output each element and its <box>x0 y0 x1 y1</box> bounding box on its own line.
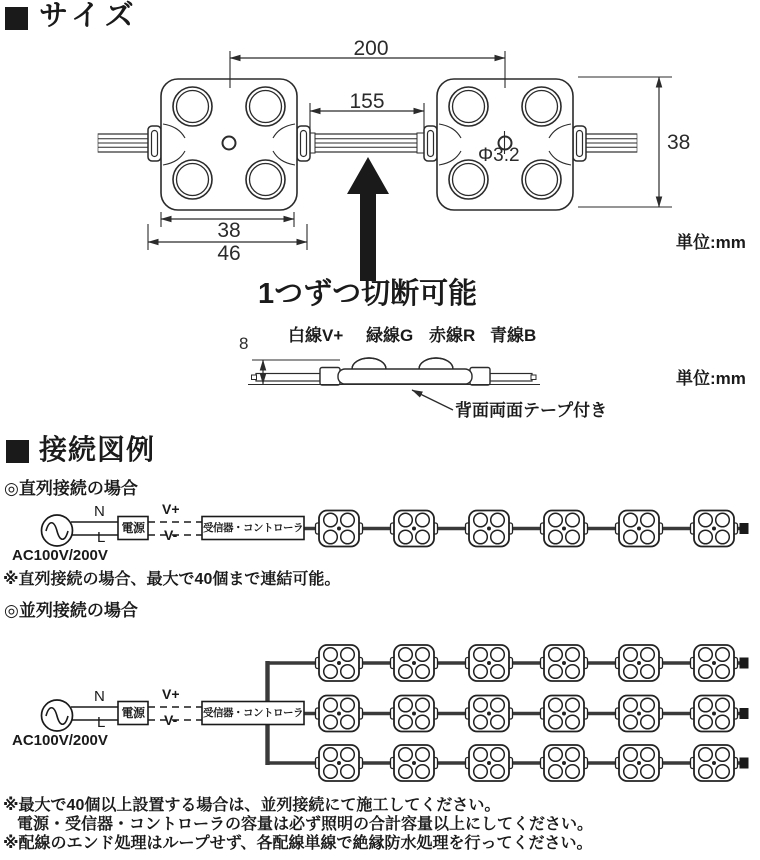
dim-155: 155 <box>349 90 385 113</box>
label-vminus-parallel: V- <box>164 712 178 728</box>
front-view-drawing <box>98 51 672 281</box>
footer-note-1: ※最大で40個以上設置する場合は、並列接続にて施工してください。 <box>3 797 501 814</box>
ac-source-serial <box>42 515 73 546</box>
wire-label-white: 白線V+ <box>288 326 344 345</box>
module-front-left <box>148 79 310 210</box>
cut-note: 1つずつ切断可能 <box>258 278 478 310</box>
controller-box-label-serial: 受信器・コントローラ <box>203 522 303 534</box>
dim-200: 200 <box>353 37 389 60</box>
end-cap <box>740 523 749 534</box>
ac-label-serial: AC100V/200V <box>12 547 108 564</box>
tape-leader-line <box>412 390 453 410</box>
label-vplus-parallel: V+ <box>162 686 180 702</box>
dim-8: 8 <box>239 334 249 353</box>
ac-source-parallel <box>42 700 73 731</box>
wire-label-green: 緑線G <box>366 326 414 345</box>
ac-label-parallel: AC100V/200V <box>12 732 108 749</box>
label-n-serial: N <box>94 503 105 520</box>
dim-46: 46 <box>217 242 241 265</box>
dim-38-width: 38 <box>217 219 241 242</box>
wire-label-blue: 青線B <box>490 326 537 345</box>
serial-heading: ◎直列接続の場合 <box>4 479 138 498</box>
footer-note-3: ※配線のエンド処理はループせず、各配線単線で絶縁防水処理を行ってください。 <box>3 835 593 852</box>
size-section-title: サイズ <box>39 0 139 32</box>
label-vplus-serial: V+ <box>162 501 180 517</box>
dim-hole: Φ3.2 <box>478 145 520 166</box>
label-l-serial: L <box>97 529 106 546</box>
serial-note: ※直列接続の場合、最大で40個まで連結可能。 <box>3 571 341 588</box>
power-box-label-serial: 電源 <box>121 521 145 535</box>
controller-box-label-parallel: 受信器・コントローラ <box>203 707 303 719</box>
dim-38-height: 38 <box>667 131 691 154</box>
cut-arrow <box>347 157 389 281</box>
label-vminus-serial: V- <box>164 527 178 543</box>
connection-section-marker <box>6 440 29 463</box>
parallel-heading: ◎並列接続の場合 <box>4 601 138 620</box>
label-n-parallel: N <box>94 688 105 705</box>
footer-note-2: 電源・受信器・コントローラの容量は必ず照明の合計容量以上にしてください。 <box>17 816 594 833</box>
power-box-label-parallel: 電源 <box>121 706 145 720</box>
unit-label-top: 単位:mm <box>676 233 746 252</box>
wire-label-red: 赤線R <box>429 326 476 345</box>
label-l-parallel: L <box>97 714 106 731</box>
tape-note: 背面両面テープ付き <box>455 401 608 420</box>
unit-label-mid: 単位:mm <box>676 369 746 388</box>
size-section-marker <box>5 7 28 30</box>
connection-section-title: 接続図例 <box>39 434 156 465</box>
